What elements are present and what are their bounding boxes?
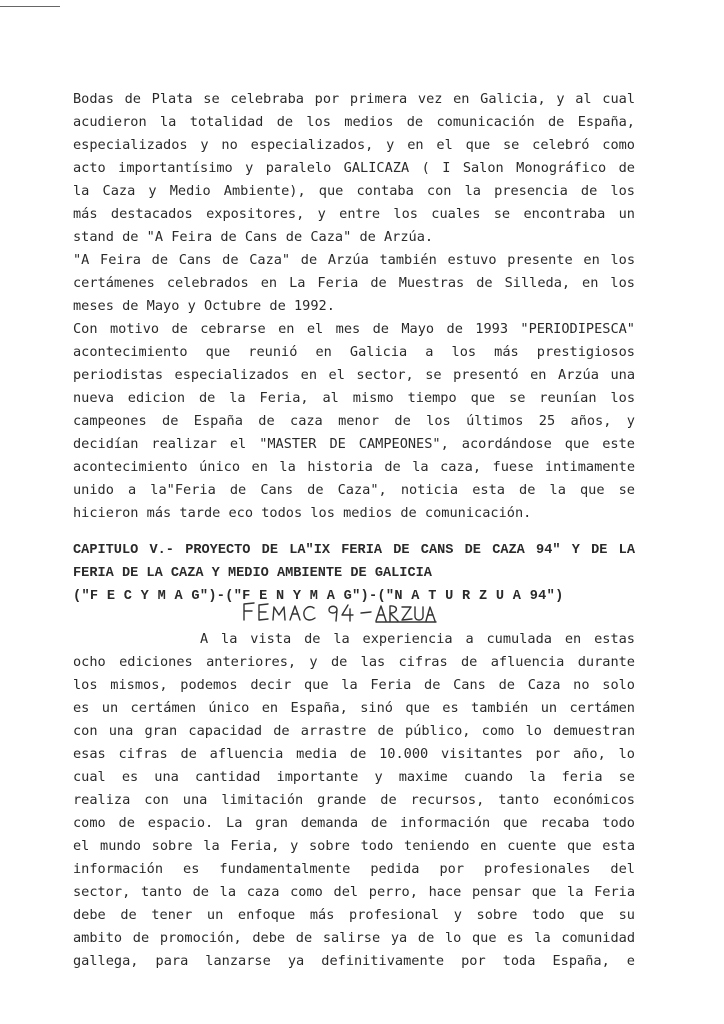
text-line: debe de tener un enfoque más profesional y sobre todo que su [73, 907, 635, 923]
text-line: acontecimiento que reunió en Galicia a los más prestigiosos [73, 344, 635, 360]
text-line-indented: A la vista de la experiencia a cumulada en estas [200, 631, 635, 647]
handwritten-annotation [240, 600, 440, 624]
text-line: unido a la"Feria de Cans de Caza", noticia esta de la que se [73, 482, 635, 498]
text-line: realiza con una limitación grande de recursos, tanto económicos [73, 792, 635, 808]
text-line: la Caza y Medio Ambiente), que contaba con la presencia de los [73, 183, 635, 199]
chapter-heading: CAPITULO V.- PROYECTO DE LA"IX FERIA DE CANS DE CAZA 94" Y DE LA [73, 543, 635, 558]
text-line: ocho ediciones anteriores, y de las cifras de afluencia durante [73, 654, 635, 670]
text-line: más destacados expositores, y entre los cuales se encontraba un [73, 206, 635, 222]
text-line: es un certámen único en España, sinó que es también un certámen [73, 700, 635, 716]
text-line: decidían realizar el "MASTER DE CAMPEONES", acordándose que este [73, 436, 635, 452]
text-line: especializados y no especializados, y en el que se celebró como [73, 137, 635, 153]
text-line: con una gran capacidad de arrastre de público, como lo demuestran [73, 723, 635, 739]
text-line: meses de Mayo y Octubre de 1992. [73, 298, 335, 314]
text-line: acto importantísimo y paralelo GALICAZA ( I Salon Monográfico de [73, 160, 635, 176]
text-line: "A Feira de Cans de Caza" de Arzúa también estuvo presente en los [73, 252, 635, 268]
text-line: acudieron la totalidad de los medios de comunicación de España, [73, 114, 635, 130]
text-line: certámenes celebrados en La Feria de Muestras de Silleda, en los [73, 275, 635, 291]
text-line: ambito de promoción, debe de salirse ya de lo que es la comunidad [73, 930, 635, 946]
text-line: Bodas de Plata se celebraba por primera vez en Galicia, y al cual [73, 91, 635, 107]
text-line: Con motivo de cebrarse en el mes de Mayo de 1993 "PERIODIPESCA" [73, 321, 635, 337]
text-line: esas cifras de afluencia media de 10.000 visitantes por año, lo [73, 746, 635, 762]
text-line: cual es una cantidad importante y maxime cuando la feria se [73, 769, 635, 785]
text-line: campeones de España de caza menor de los últimos 25 años, y [73, 413, 635, 429]
text-line: sector, tanto de la caza como del perro, hace pensar que la Feria [73, 884, 635, 900]
text-line: los mismos, podemos decir que la Feria de Cans de Caza no solo [73, 677, 635, 693]
text-line: como de espacio. La gran demanda de información que recaba todo [73, 815, 635, 831]
text-line: stand de "A Feira de Cans de Caza" de Arzúa. [73, 229, 434, 245]
text-line: periodistas especializados en el sector, se presentó en Arzúa una [73, 367, 635, 383]
chapter-heading: FERIA DE LA CAZA Y MEDIO AMBIENTE DE GALICIA [73, 566, 432, 581]
text-line: el mundo sobre la Feria, y sobre todo teniendo en cuente que esta [73, 838, 635, 854]
text-line: gallega, para lanzarse ya definitivamente por toda España, e [73, 953, 635, 969]
text-line: hicieron más tarde eco todos los medios de comunicación. [73, 505, 532, 521]
text-line: acontecimiento único en la historia de la caza, fuese intimamente [73, 459, 635, 475]
text-line: información es fundamentalmente pedida por profesionales del [73, 861, 635, 877]
chapter-heading: ("F E C Y M A G")-("F E N Y M A G")-("N A T U R Z U A 94") [73, 589, 564, 604]
text-line: nueva edicion de la Feria, al mismo tiempo que se reunían los [73, 390, 635, 406]
